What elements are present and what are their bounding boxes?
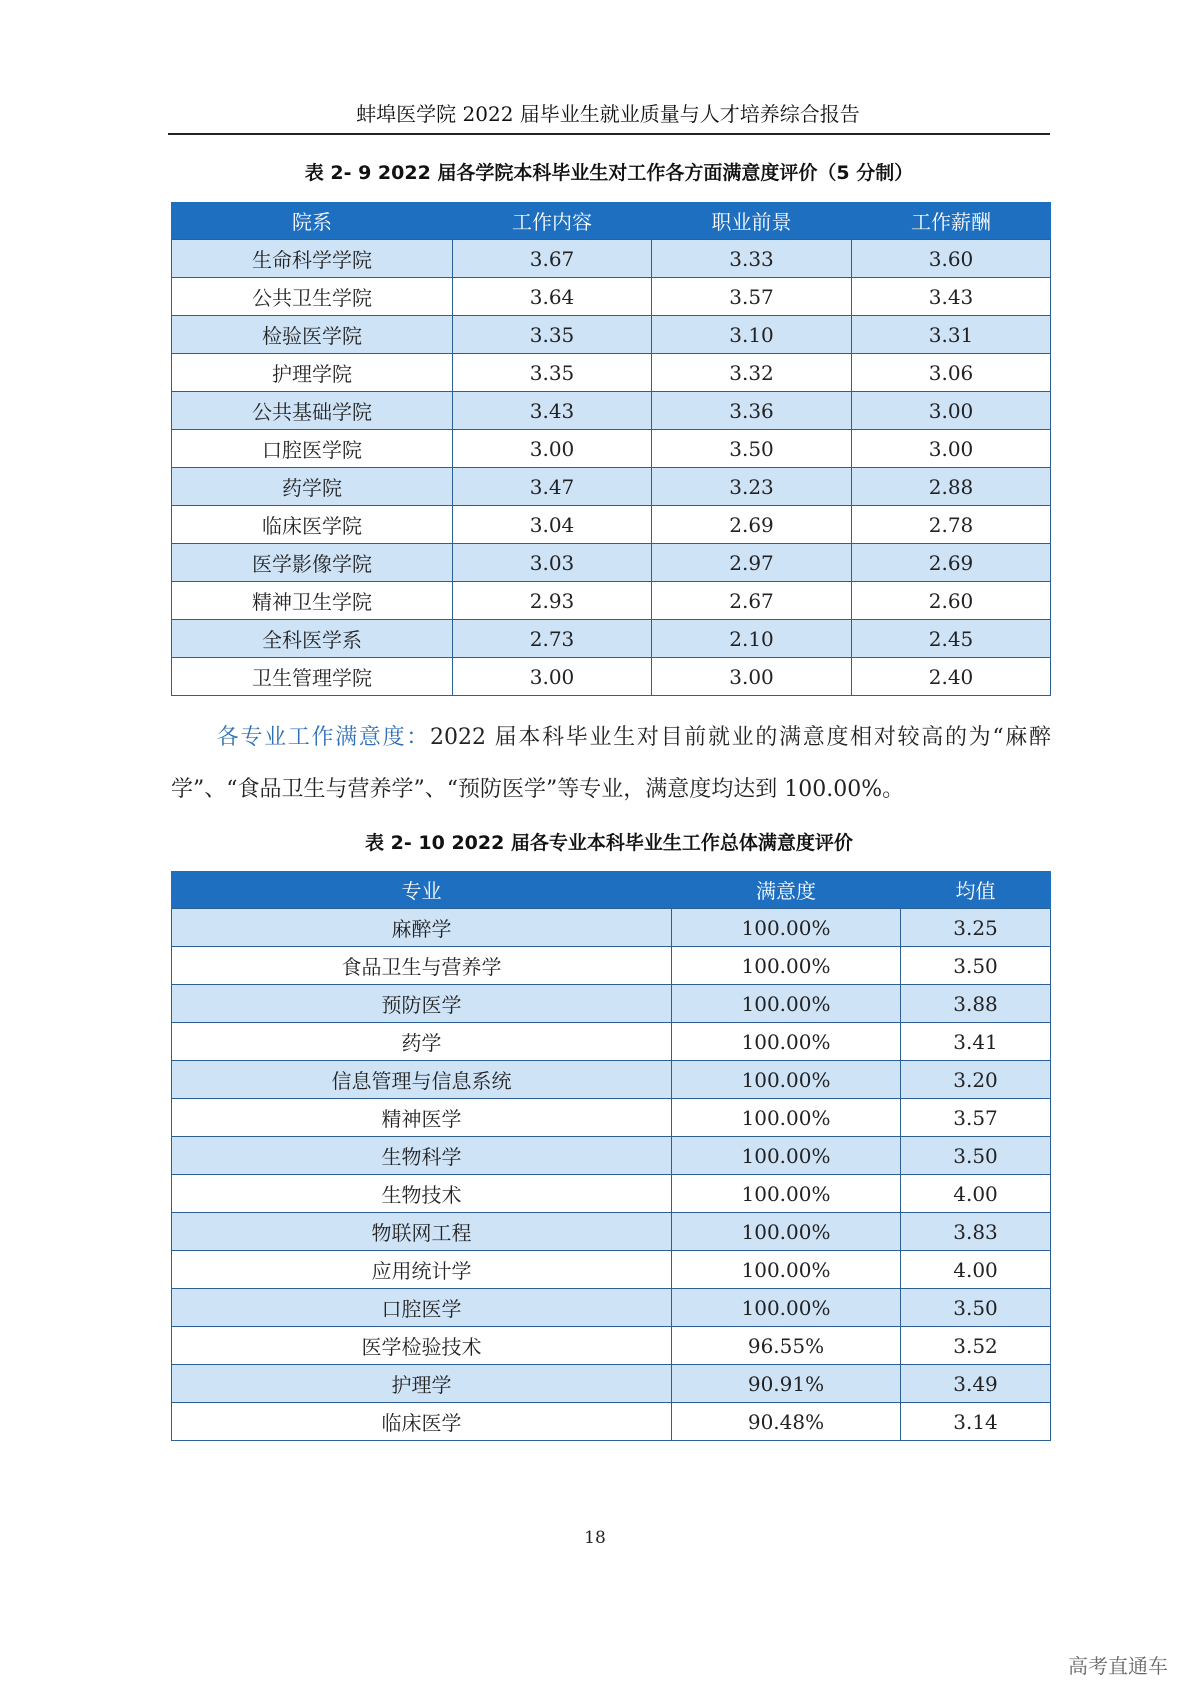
table-cell: 护理学 [172,1365,672,1403]
column-header: 职业前景 [652,202,852,240]
major-satisfaction-table [171,871,1051,1441]
table-cell: 3.50 [652,430,852,468]
table-cell: 100.00% [672,947,901,985]
table-cell: 3.00 [652,658,852,696]
table-cell: 医学影像学院 [172,544,453,582]
table-row [172,316,1051,354]
table-cell: 3.52 [901,1327,1051,1365]
table-row [172,1403,1051,1441]
table-header-row [172,202,1051,240]
table-cell: 3.50 [901,1137,1051,1175]
table-cell: 3.43 [453,392,652,430]
page-header-title: 蚌埠医学院 2022 届毕业生就业质量与人才培养综合报告 [356,102,860,126]
table-cell: 3.35 [453,316,652,354]
table-cell: 麻醉学 [172,909,672,947]
table-cell: 精神卫生学院 [172,582,453,620]
table-cell: 3.41 [901,1023,1051,1061]
table-cell: 信息管理与信息系统 [172,1061,672,1099]
table-row [172,240,1051,278]
table-cell: 口腔医学 [172,1289,672,1327]
table-row [172,1023,1051,1061]
column-header: 均值 [901,871,1051,909]
table-cell: 2.69 [652,506,852,544]
page-number: 18 [584,1528,606,1548]
table-cell: 3.49 [901,1365,1051,1403]
table-cell: 3.57 [901,1099,1051,1137]
column-header: 工作内容 [453,202,652,240]
table-cell: 2.40 [852,658,1051,696]
table-row [172,468,1051,506]
column-header: 专业 [172,871,672,909]
table-cell: 3.88 [901,985,1051,1023]
table-cell: 100.00% [672,985,901,1023]
table-cell: 2.78 [852,506,1051,544]
table-cell: 生命科学学院 [172,240,453,278]
watermark-text: 高考直通车 [1068,1654,1168,1678]
table-cell: 3.47 [453,468,652,506]
table-cell: 100.00% [672,1251,901,1289]
table-cell: 90.91% [672,1365,901,1403]
table-cell: 2.67 [652,582,852,620]
table-cell: 3.43 [852,278,1051,316]
table-cell: 3.23 [652,468,852,506]
table-cell: 2.69 [852,544,1051,582]
table-cell: 3.32 [652,354,852,392]
table-cell: 100.00% [672,1099,901,1137]
table-row [172,1099,1051,1137]
table-row [172,582,1051,620]
table-row [172,985,1051,1023]
table-cell: 2.10 [652,620,852,658]
table-row [172,430,1051,468]
table-cell: 物联网工程 [172,1213,672,1251]
table-cell: 96.55% [672,1327,901,1365]
table-row [172,1327,1051,1365]
table-cell: 生物科学 [172,1137,672,1175]
paragraph-lead: 各专业工作满意度： [215,725,430,750]
table-cell: 3.31 [852,316,1051,354]
table-cell: 3.57 [652,278,852,316]
table-cell: 3.00 [852,392,1051,430]
table-cell: 3.50 [901,1289,1051,1327]
table-cell: 3.00 [453,658,652,696]
table-cell: 100.00% [672,909,901,947]
table-row [172,1137,1051,1175]
table-cell: 3.67 [453,240,652,278]
table-row [172,1213,1051,1251]
table-cell: 3.00 [852,430,1051,468]
table-cell: 药学院 [172,468,453,506]
table2-caption: 表 2- 10 2022 届各专业本科毕业生工作总体满意度评价 [365,832,853,854]
table-row [172,1061,1051,1099]
table-cell: 2.60 [852,582,1051,620]
table-cell: 100.00% [672,1175,901,1213]
table-cell: 口腔医学院 [172,430,453,468]
table-cell: 3.14 [901,1403,1051,1441]
table-cell: 100.00% [672,1061,901,1099]
table-cell: 应用统计学 [172,1251,672,1289]
table-row [172,1175,1051,1213]
paragraph-body: 2022 届本科毕业生对目前就业的满意度相对较高的为“麻醉学”、“食品卫生与营养学”、“预防医学”等专业，满意度均达到 100.00%。 [171,725,1051,802]
table-cell: 预防医学 [172,985,672,1023]
table-row [172,544,1051,582]
table-cell: 全科医学系 [172,620,453,658]
table-cell: 食品卫生与营养学 [172,947,672,985]
column-header: 工作薪酬 [852,202,1051,240]
table-row [172,278,1051,316]
table-cell: 100.00% [672,1213,901,1251]
table-cell: 临床医学院 [172,506,453,544]
column-header: 院系 [172,202,453,240]
table-row [172,658,1051,696]
table-cell: 3.64 [453,278,652,316]
table1-caption: 表 2- 9 2022 届各学院本科毕业生对工作各方面满意度评价（5 分制） [304,162,914,184]
table-cell: 生物技术 [172,1175,672,1213]
table-cell: 2.45 [852,620,1051,658]
table-cell: 3.20 [901,1061,1051,1099]
table-cell: 100.00% [672,1289,901,1327]
table-cell: 3.83 [901,1213,1051,1251]
table-cell: 公共基础学院 [172,392,453,430]
column-header: 满意度 [672,871,901,909]
table-row [172,909,1051,947]
table-cell: 3.00 [453,430,652,468]
major-satisfaction-paragraph [171,712,1051,816]
table-cell: 2.97 [652,544,852,582]
table-cell: 100.00% [672,1023,901,1061]
table-row [172,1289,1051,1327]
table-cell: 3.06 [852,354,1051,392]
table-cell: 护理学院 [172,354,453,392]
table-cell: 3.50 [901,947,1051,985]
table-cell: 3.60 [852,240,1051,278]
table-cell: 3.10 [652,316,852,354]
table-cell: 药学 [172,1023,672,1061]
table-cell: 2.73 [453,620,652,658]
table-cell: 医学检验技术 [172,1327,672,1365]
table-row [172,392,1051,430]
table-row [172,620,1051,658]
table-cell: 3.04 [453,506,652,544]
table-cell: 3.35 [453,354,652,392]
table-row [172,1365,1051,1403]
table-cell: 卫生管理学院 [172,658,453,696]
table-cell: 100.00% [672,1137,901,1175]
table-cell: 3.25 [901,909,1051,947]
table-header-row [172,871,1051,909]
table-cell: 2.93 [453,582,652,620]
table-cell: 4.00 [901,1175,1051,1213]
table-cell: 90.48% [672,1403,901,1441]
table-row [172,506,1051,544]
header-rule [168,133,1050,135]
table-cell: 3.03 [453,544,652,582]
table-cell: 公共卫生学院 [172,278,453,316]
table-row [172,1251,1051,1289]
table-row [172,947,1051,985]
college-satisfaction-table [171,202,1051,696]
table-cell: 4.00 [901,1251,1051,1289]
table-cell: 3.36 [652,392,852,430]
table-cell: 临床医学 [172,1403,672,1441]
table-row [172,354,1051,392]
table-cell: 2.88 [852,468,1051,506]
table-cell: 3.33 [652,240,852,278]
table-cell: 精神医学 [172,1099,672,1137]
table-cell: 检验医学院 [172,316,453,354]
